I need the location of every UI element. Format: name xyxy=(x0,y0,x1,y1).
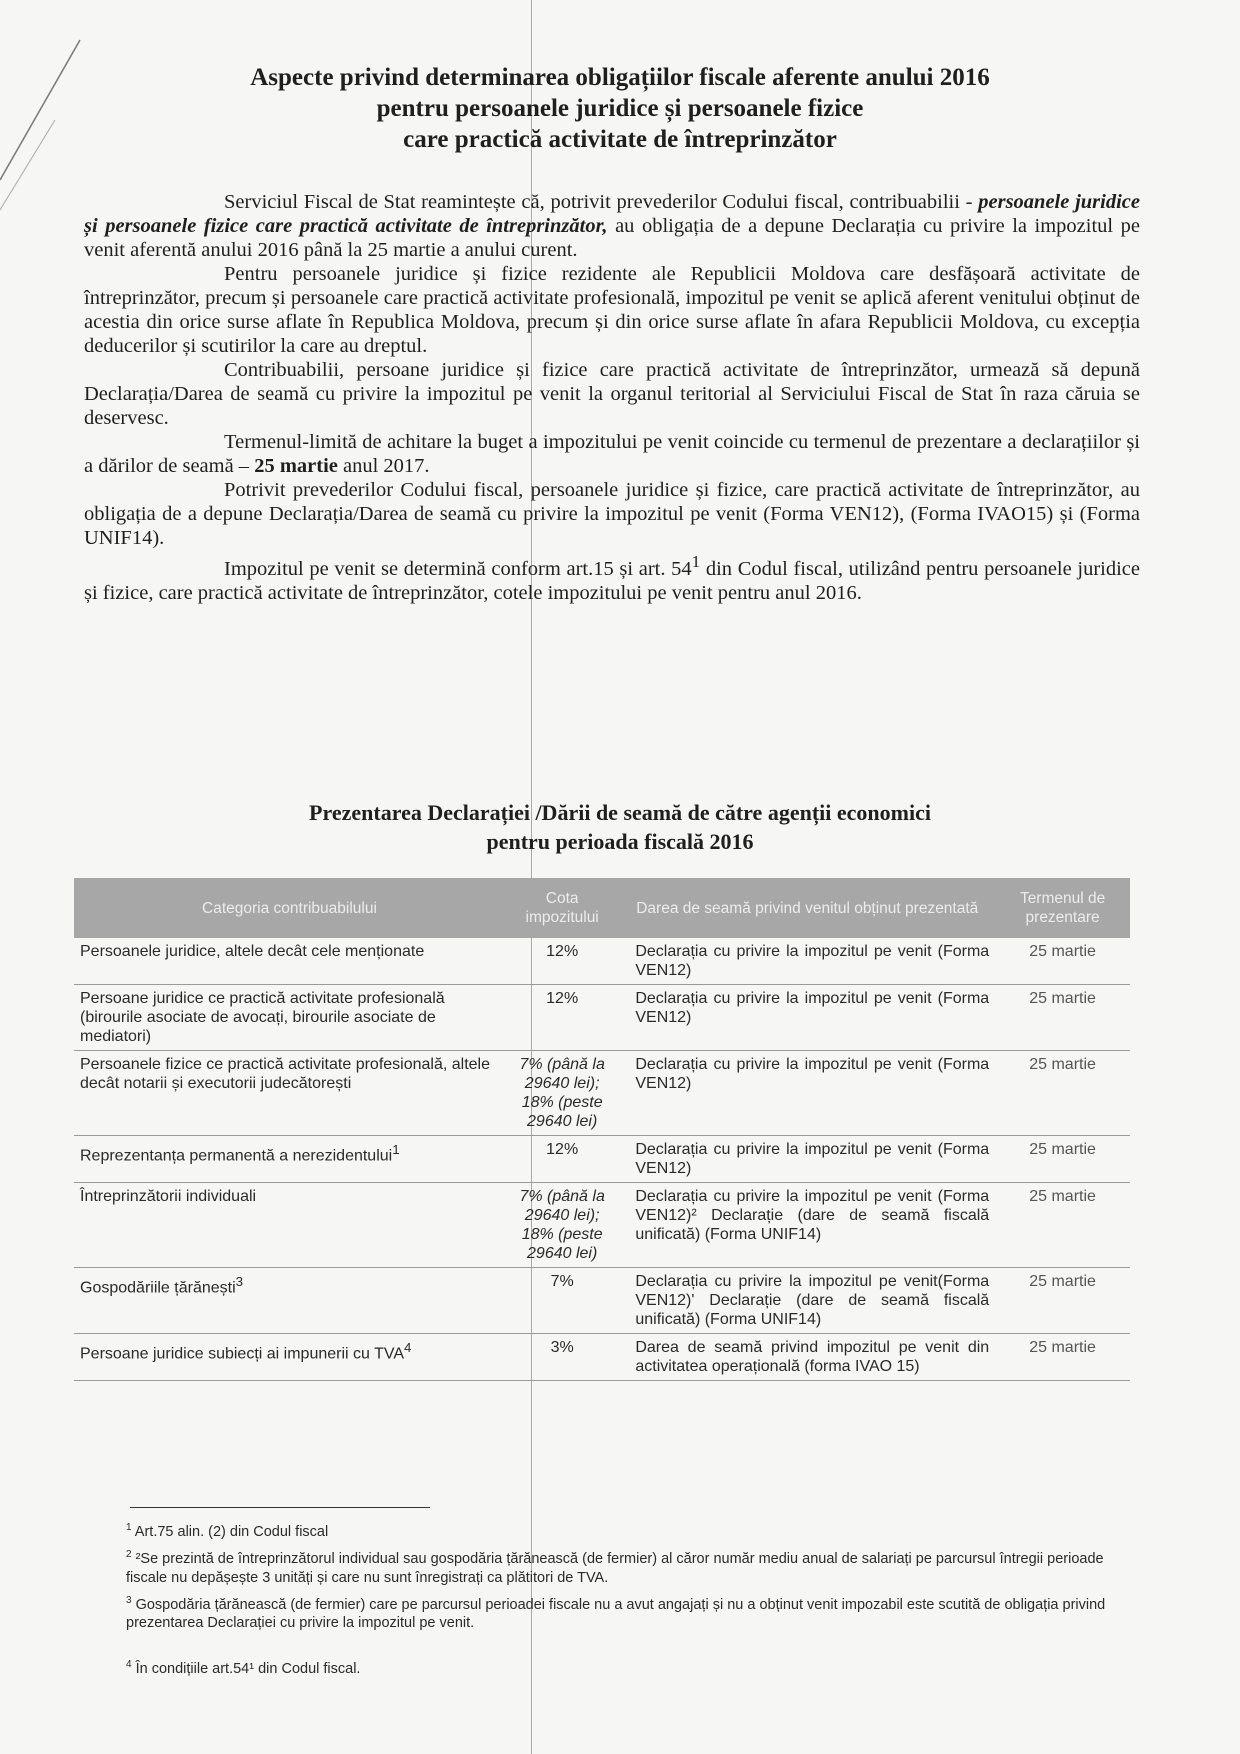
footnote-ref: 1 xyxy=(392,1142,400,1157)
header-deadline: Termenul de prezentare xyxy=(995,878,1130,938)
cell-rate: 12% xyxy=(505,938,619,985)
cell-category: Reprezentanța permanentă a nerezidentului$^1$ xyxy=(74,1136,505,1183)
title-line-3: care practică activitate de întreprinzător xyxy=(403,126,837,153)
footnote-text: În condițiile art.54¹ din Codul fiscal. xyxy=(131,1661,361,1678)
table-title-line-1: Prezentarea Declarației /Dării de seamă de către agenții economici xyxy=(309,800,931,825)
cell-category: Persoane juridice ce practică activitate profesională (birourile asociate de avocați, birourile asociate de mediatori) xyxy=(74,985,505,1051)
footnote-1 xyxy=(126,1518,1136,1542)
cell-deadline: 25 martie xyxy=(995,938,1130,985)
document-title xyxy=(150,62,1090,155)
cell-deadline: 25 martie xyxy=(995,1051,1130,1136)
cell-deadline: 25 martie xyxy=(995,1268,1130,1334)
table-row xyxy=(74,1136,1130,1183)
paragraph-5: Potrivit prevederilor Codului fiscal, persoanele juridice și fizice, care practică activitate de întreprinzător, au obligația de a depune Declarația/Darea de seamă cu privire la impozitul pe venit (Forma VEN12), (Forma IVAO15) și (Forma UNIF14). xyxy=(84,479,1140,549)
footnote-4 xyxy=(126,1655,1136,1679)
footnote-ref: 3 xyxy=(235,1274,244,1289)
footnote-mark: 4 xyxy=(126,1659,132,1671)
table-row xyxy=(74,1183,1130,1268)
cell-category: Persoane juridice subiecți ai impunerii cu TVA$^4$ xyxy=(74,1334,505,1381)
table-title-line-2: pentru perioada fiscală 2016 xyxy=(486,829,754,854)
cell-category: Gospodăriile țărănești$^3$ xyxy=(74,1268,505,1334)
cell-report: Declarația cu privire la impozitul pe venit (Forma VEN12) xyxy=(619,938,995,985)
footnote-mark: 2 xyxy=(126,1548,132,1560)
table-row xyxy=(74,1268,1130,1334)
footnote-3 xyxy=(126,1591,1136,1634)
footnote-mark: 1 xyxy=(126,1522,132,1533)
header-category: Categoria contribuabilului xyxy=(74,878,505,938)
table-row xyxy=(74,1051,1130,1136)
cell-category: Persoanele fizice ce practică activitate profesională, altele decât notarii și executorii judecătorești xyxy=(74,1051,505,1136)
page-corner-fold xyxy=(0,0,90,220)
title-line-2: pentru persoanele juridice și persoanele fizice xyxy=(376,95,864,122)
table-title xyxy=(150,798,1090,856)
paragraph-1: Serviciul Fiscal de Stat reamintește că, potrivit prevederilor Codului fiscal, contribuabilii - persoanele juridice și persoanele fizice care practică activitate de întreprinzător, au obligația de a depune Declarația cu privire la impozitul pe venit aferentă anului 2016 până la 25 martie a anului curent. xyxy=(84,191,1140,261)
cell-rate: 7% (până la 29640 lei); 18% (peste 29640 lei) xyxy=(505,1051,619,1136)
paragraph-2: Pentru persoanele juridice și fizice rezidente ale Republicii Moldova care desfășoară activitate de întreprinzător, precum și persoanele care practică activitate profesională, impozitul pe venit se aplică aferent venitului obținut de acestia din orice surse aflate în Republica Moldova, precum și din orice surse aflate în afara Republicii Moldova, cu excepția deducerilor și scutirilor la care au dreptul. xyxy=(84,263,1140,357)
footnote-text: Gospodăria țărănească (de fermier) care pe parcursul perioadei fiscale nu a avut angajați și nu a obținut venit impozabil este scutită de obligația privind prezentarea Declarației cu privire la impozitul pe venit. xyxy=(126,1596,1106,1632)
cell-report: Declarația cu privire la impozitul pe venit (Forma VEN12) xyxy=(619,1136,995,1183)
cell-deadline: 25 martie xyxy=(995,1183,1130,1268)
header-rate: Cota impozitului xyxy=(505,878,619,938)
emphasis-taxpayers: persoanele juridice și persoanele fizice care practică activitate de întreprinzător, xyxy=(84,191,1140,237)
cell-report: Declarația cu privire la impozitul pe venit(Forma VEN12)' Declarație (dare de seamă fiscală unificată) (Forma UNIF14) xyxy=(619,1268,995,1334)
table-row xyxy=(74,938,1130,985)
table-row xyxy=(74,985,1130,1051)
header-report: Darea de seamă privind venitul obținut prezentată xyxy=(619,878,995,938)
cell-report: Declarația cu privire la impozitul pe venit (Forma VEN12) xyxy=(619,985,995,1051)
deadline-date: 25 martie xyxy=(254,455,338,477)
cell-rate: 3% xyxy=(505,1334,619,1381)
cell-deadline: 25 martie xyxy=(995,985,1130,1051)
table-row xyxy=(74,1334,1130,1381)
footnotes xyxy=(126,1518,1136,1682)
cell-category: Persoanele juridice, altele decât cele menționate xyxy=(74,938,505,985)
footnote-2 xyxy=(126,1545,1136,1588)
footnote-separator xyxy=(130,1507,430,1508)
table-header-row xyxy=(74,878,1130,938)
cell-category: Întreprinzătorii individuali xyxy=(74,1183,505,1268)
title-line-1: Aspecte privind determinarea obligațiilor fiscale aferente anului 2016 xyxy=(250,64,990,91)
footnote-ref: 4 xyxy=(404,1340,412,1355)
paragraph-6: Impozitul pe venit se determină conform art.15 și art. $54^1$ din Codul fiscal, utilizând pentru persoanele juridice și fizice, care practică activitate de întreprinzător, cotele impozitului pe venit pentru anul 2016. xyxy=(84,552,1140,604)
footnote-mark: 3 xyxy=(126,1594,132,1606)
declarations-table xyxy=(74,878,1130,1381)
cell-report: Declarația cu privire la impozitul pe venit (Forma VEN12)² Declarație (dare de seamă fiscală unificată) (Forma UNIF14) xyxy=(619,1183,995,1268)
paragraph-4: Termenul-limită de achitare la buget a impozitului pe venit coincide cu termenul de prezentare a declarațiilor și a dărilor de seamă – 25 martie anul 2017. xyxy=(84,431,1140,477)
cell-report: Darea de seamă privind impozitul pe venit din activitatea operațională (forma IVAO 15) xyxy=(619,1334,995,1381)
cell-deadline: 25 martie xyxy=(995,1334,1130,1381)
footnote-text: ²Se prezintă de întreprinzătorul individual sau gospodăria țărănească (de fermier) al căror număr mediu anual de salariați pe parcursul întregii perioade fiscale nu depășește 3 unități și care nu sunt înregistrați ca plătitori de TVA. xyxy=(126,1550,1104,1586)
cell-rate: 7% (până la 29640 lei); 18% (peste 29640 lei) xyxy=(505,1183,619,1268)
cell-rate: 12% xyxy=(505,985,619,1051)
cell-rate: 7% xyxy=(505,1268,619,1334)
document-body xyxy=(84,190,1140,605)
cell-rate: 12% xyxy=(505,1136,619,1183)
cell-report: Declarația cu privire la impozitul pe venit (Forma VEN12) xyxy=(619,1051,995,1136)
cell-deadline: 25 martie xyxy=(995,1136,1130,1183)
paragraph-3: Contribuabilii, persoane juridice și fizice care practică activitate de întreprinzător, urmează să depună Declarația/Darea de seamă cu privire la impozitul pe venit la organul teritorial al Serviciului Fiscal de Stat în raza căruia se deservesc. xyxy=(84,359,1140,429)
footnote-text: Art.75 alin. (2) din Codul fiscal xyxy=(131,1523,329,1540)
